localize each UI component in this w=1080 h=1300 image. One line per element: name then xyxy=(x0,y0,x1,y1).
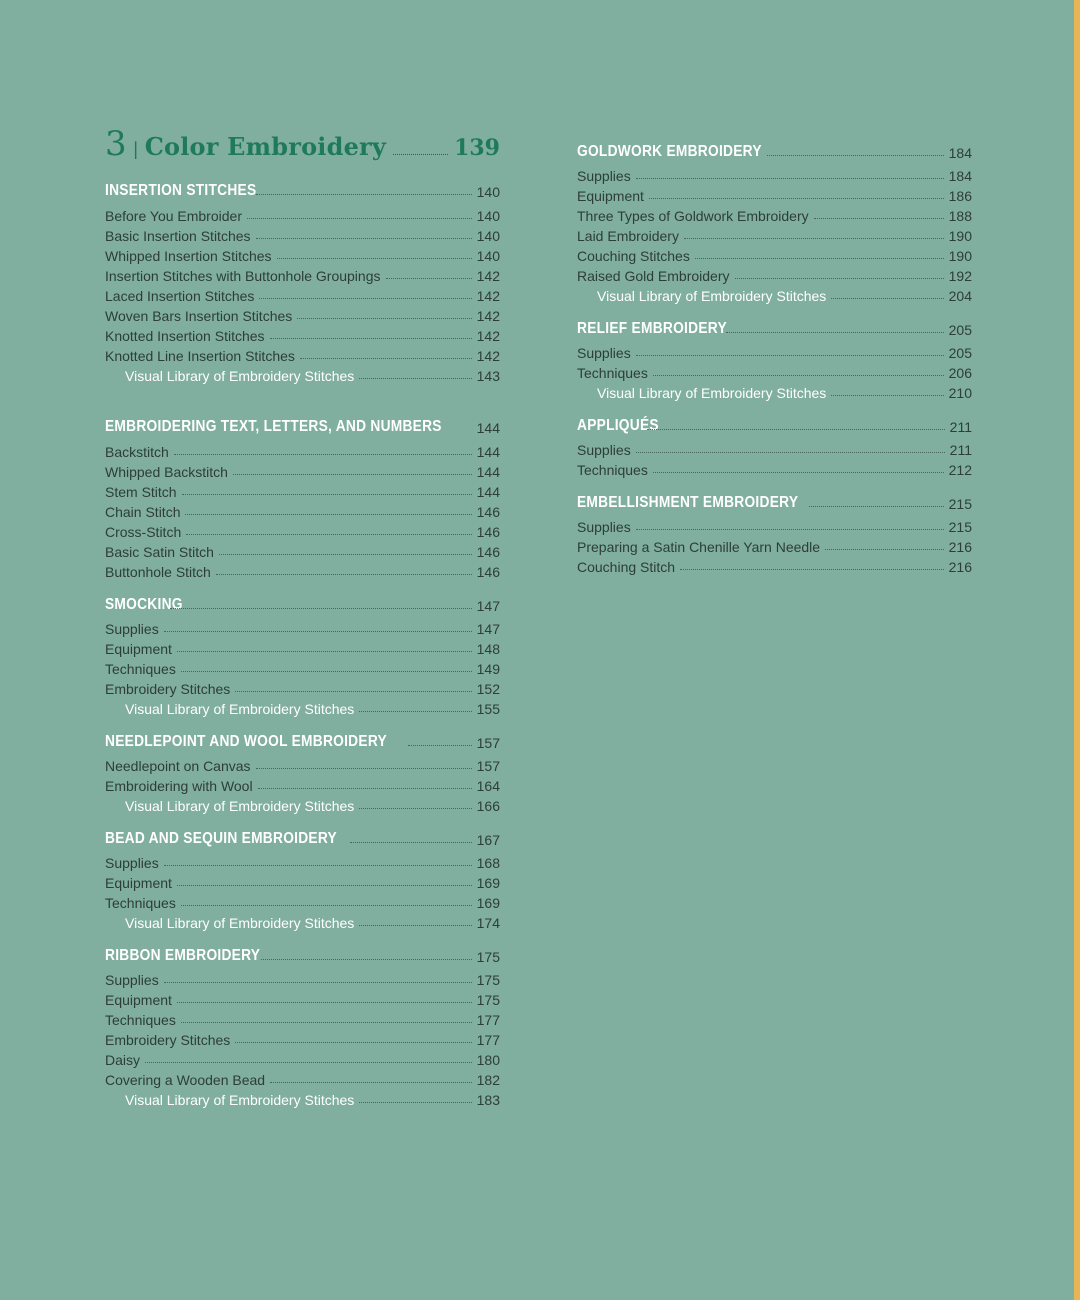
toc-entry[interactable] xyxy=(105,774,500,794)
toc-label: NEEDLEPOINT AND WOOL EMBROIDERY xyxy=(105,733,387,750)
toc-visual-library-entry[interactable] xyxy=(105,697,500,717)
toc-section-heading[interactable] xyxy=(105,594,500,614)
toc-page-number: 155 xyxy=(476,701,500,717)
toc-entry[interactable] xyxy=(105,284,500,304)
toc-label: Laced Insertion Stitches xyxy=(105,288,255,304)
toc-label: Techniques xyxy=(577,365,648,381)
dot-leader xyxy=(259,298,471,299)
toc-entry[interactable] xyxy=(105,617,500,637)
toc-label: Visual Library of Embroidery Stitches xyxy=(125,368,355,384)
dot-leader xyxy=(170,608,471,609)
toc-page-number: 216 xyxy=(948,539,972,555)
dot-leader xyxy=(649,198,944,199)
toc-entry[interactable] xyxy=(577,164,972,184)
dot-leader xyxy=(186,534,471,535)
dot-leader xyxy=(256,238,472,239)
dot-leader xyxy=(825,549,944,550)
toc-page-number: 169 xyxy=(476,895,500,911)
toc-entry[interactable] xyxy=(105,460,500,480)
toc-page-number: 175 xyxy=(476,992,500,1008)
toc-label: Knotted Line Insertion Stitches xyxy=(105,348,295,364)
toc-visual-library-entry[interactable] xyxy=(577,284,972,304)
toc-label: Three Types of Goldwork Embroidery xyxy=(577,208,809,224)
toc-label: Covering a Wooden Bead xyxy=(105,1072,266,1088)
toc-label: Laid Embroidery xyxy=(577,228,679,244)
toc-page-number: 146 xyxy=(476,564,500,580)
toc-entry[interactable] xyxy=(105,500,500,520)
dot-leader xyxy=(695,258,944,259)
dot-leader xyxy=(636,529,944,530)
toc-label: Backstitch xyxy=(105,444,169,460)
toc-label: Embroidery Stitches xyxy=(105,681,231,697)
toc-page-number: 142 xyxy=(476,288,500,304)
toc-entry[interactable] xyxy=(577,224,972,244)
toc-page-number: 157 xyxy=(476,758,500,774)
toc-label: Techniques xyxy=(105,1012,176,1028)
dot-leader xyxy=(814,218,944,219)
dot-leader xyxy=(300,358,472,359)
toc-label: Techniques xyxy=(105,895,176,911)
toc-page-number: 142 xyxy=(476,268,500,284)
dot-leader xyxy=(636,452,945,453)
toc-label: Visual Library of Embroidery Stitches xyxy=(597,288,827,304)
toc-section-heading[interactable] xyxy=(105,828,500,848)
toc-page-number: 177 xyxy=(476,1032,500,1048)
toc-page-number: 140 xyxy=(476,208,500,224)
dot-leader xyxy=(684,238,944,239)
toc-entry[interactable] xyxy=(105,204,500,224)
dot-leader xyxy=(185,514,471,515)
toc-label: Whipped Backstitch xyxy=(105,464,228,480)
toc-entry[interactable] xyxy=(105,1028,500,1048)
toc-entry[interactable] xyxy=(105,968,500,988)
toc-label: GOLDWORK EMBROIDERY xyxy=(577,143,762,160)
dot-leader xyxy=(247,218,472,219)
dot-leader xyxy=(270,1082,472,1083)
toc-label: Supplies xyxy=(577,345,631,361)
dot-leader xyxy=(386,278,472,279)
dot-leader xyxy=(256,194,472,195)
toc-entry[interactable] xyxy=(105,264,500,284)
dot-leader xyxy=(219,554,472,555)
dot-leader xyxy=(177,651,472,652)
dot-leader xyxy=(235,1042,471,1043)
dot-leader xyxy=(831,395,943,396)
toc-label: RELIEF EMBROIDERY xyxy=(577,320,727,337)
toc-label: Supplies xyxy=(105,621,159,637)
toc-section-heading[interactable] xyxy=(105,416,500,436)
toc-label: Basic Satin Stitch xyxy=(105,544,214,560)
toc-label: Supplies xyxy=(577,442,631,458)
toc-entry[interactable] xyxy=(105,540,500,560)
toc-page-number: 164 xyxy=(476,778,500,794)
toc-page-number: 146 xyxy=(476,524,500,540)
toc-entry[interactable] xyxy=(105,1048,500,1068)
toc-entry[interactable] xyxy=(577,184,972,204)
toc-page-number: 206 xyxy=(948,365,972,381)
toc-page-number: 210 xyxy=(948,385,972,401)
toc-label: Basic Insertion Stitches xyxy=(105,228,251,244)
chapter-heading xyxy=(105,124,500,164)
toc-page-number: 175 xyxy=(476,949,500,965)
toc-entry[interactable] xyxy=(105,480,500,500)
toc-page-number: 184 xyxy=(948,145,972,161)
dot-leader xyxy=(233,474,472,475)
toc-entry[interactable] xyxy=(105,324,500,344)
dot-leader xyxy=(831,298,943,299)
dot-leader xyxy=(680,569,944,570)
toc-page-number: 215 xyxy=(948,519,972,535)
toc-label: Knotted Insertion Stitches xyxy=(105,328,265,344)
toc-entry[interactable] xyxy=(577,244,972,264)
dot-leader xyxy=(164,865,472,866)
toc-entry[interactable] xyxy=(105,344,500,364)
toc-label: Equipment xyxy=(105,641,172,657)
toc-visual-library-entry[interactable] xyxy=(105,794,500,814)
toc-label: APPLIQUÉS xyxy=(577,417,659,434)
toc-page-number: 188 xyxy=(948,208,972,224)
toc-label: Supplies xyxy=(105,972,159,988)
chapter-title: Color Embroidery xyxy=(144,132,387,161)
dot-leader xyxy=(735,278,944,279)
toc-entry[interactable] xyxy=(105,1068,500,1088)
toc-page-number: 167 xyxy=(476,832,500,848)
toc-label: Techniques xyxy=(577,462,648,478)
toc-page-number: 211 xyxy=(949,442,972,458)
dot-leader xyxy=(235,691,471,692)
page-edge-stripe xyxy=(1074,0,1080,1300)
toc-page-number: 190 xyxy=(948,248,972,264)
dot-leader xyxy=(256,768,472,769)
toc-page-number: 142 xyxy=(476,328,500,344)
chapter-separator: | xyxy=(132,139,139,160)
toc-page-number: 204 xyxy=(948,288,972,304)
dot-leader xyxy=(145,1062,472,1063)
toc-entry[interactable] xyxy=(577,341,972,361)
toc-page-number: 146 xyxy=(476,504,500,520)
toc-visual-library-entry[interactable] xyxy=(105,1088,500,1108)
dot-leader xyxy=(277,258,472,259)
dot-leader xyxy=(182,494,472,495)
dot-leader xyxy=(653,472,944,473)
toc-page-number: 211 xyxy=(949,419,972,435)
toc-section-heading[interactable] xyxy=(577,415,972,435)
toc-page-number: 205 xyxy=(948,345,972,361)
toc-page-number: 148 xyxy=(476,641,500,657)
toc-page-number: 184 xyxy=(948,168,972,184)
dot-leader xyxy=(174,454,472,455)
toc-label: Chain Stitch xyxy=(105,504,181,520)
toc-entry[interactable] xyxy=(577,264,972,284)
toc-label: Visual Library of Embroidery Stitches xyxy=(597,385,827,401)
toc-page-number: 215 xyxy=(948,496,972,512)
toc-label: Whipped Insertion Stitches xyxy=(105,248,272,264)
dot-leader xyxy=(181,905,472,906)
toc-entry[interactable] xyxy=(105,871,500,891)
chapter-page-number: 139 xyxy=(454,135,500,161)
chapter-number: 3 xyxy=(105,124,127,164)
dot-leader xyxy=(177,1002,472,1003)
dot-leader xyxy=(164,982,472,983)
toc-entry[interactable] xyxy=(105,754,500,774)
toc-page-number: 180 xyxy=(476,1052,500,1068)
toc-page-number: 149 xyxy=(476,661,500,677)
dot-leader xyxy=(636,355,944,356)
toc-label: Equipment xyxy=(577,188,644,204)
toc-page-number: 177 xyxy=(476,1012,500,1028)
toc-page-number: 174 xyxy=(476,915,500,931)
toc-page-number: 152 xyxy=(476,681,500,697)
toc-entry[interactable] xyxy=(105,988,500,1008)
dot-leader xyxy=(164,631,472,632)
toc-label: Couching Stitches xyxy=(577,248,690,264)
toc-label: SMOCKING xyxy=(105,596,183,613)
toc-label: Needlepoint on Canvas xyxy=(105,758,251,774)
dot-leader xyxy=(359,378,471,379)
toc-page-number: 192 xyxy=(948,268,972,284)
toc-label: Techniques xyxy=(105,661,176,677)
dot-leader xyxy=(408,745,472,746)
toc-entry[interactable] xyxy=(577,555,972,575)
dot-leader xyxy=(726,332,943,333)
toc-label: Visual Library of Embroidery Stitches xyxy=(125,915,355,931)
dot-leader xyxy=(767,155,944,156)
toc-label: Visual Library of Embroidery Stitches xyxy=(125,701,355,717)
toc-section-heading[interactable] xyxy=(105,731,500,751)
toc-label: Buttonhole Stitch xyxy=(105,564,211,580)
toc-label: Preparing a Satin Chenille Yarn Needle xyxy=(577,539,821,555)
dot-leader xyxy=(809,506,943,507)
toc-label: Equipment xyxy=(105,875,172,891)
toc-label: Insertion Stitches with Buttonhole Groupings xyxy=(105,268,381,284)
toc-page-number: 144 xyxy=(476,444,500,460)
toc-page-number: 157 xyxy=(476,735,500,751)
dot-leader xyxy=(216,574,472,575)
toc-label: EMBELLISHMENT EMBROIDERY xyxy=(577,494,799,511)
toc-entry[interactable] xyxy=(105,677,500,697)
toc-page-number: 140 xyxy=(476,228,500,244)
dot-leader xyxy=(181,671,472,672)
toc-entry[interactable] xyxy=(105,1008,500,1028)
dot-leader xyxy=(653,375,944,376)
toc-page-number: 183 xyxy=(476,1092,500,1108)
toc-entry[interactable] xyxy=(577,535,972,555)
toc-entry[interactable] xyxy=(105,560,500,580)
toc-entry[interactable] xyxy=(105,244,500,264)
toc-visual-library-entry[interactable] xyxy=(577,381,972,401)
dot-leader xyxy=(359,808,471,809)
toc-entry[interactable] xyxy=(577,204,972,224)
toc-label: Woven Bars Insertion Stitches xyxy=(105,308,293,324)
dot-leader xyxy=(350,842,472,843)
toc-entry[interactable] xyxy=(105,224,500,244)
toc-label: Supplies xyxy=(577,168,631,184)
toc-page-number: 144 xyxy=(476,420,500,436)
toc-section-heading[interactable] xyxy=(577,318,972,338)
toc-entry[interactable] xyxy=(105,520,500,540)
dot-leader xyxy=(270,338,472,339)
toc-page-number: 143 xyxy=(476,368,500,384)
toc-entry[interactable] xyxy=(577,458,972,478)
toc-entry[interactable] xyxy=(105,891,500,911)
toc-entry[interactable] xyxy=(105,637,500,657)
toc-label: RIBBON EMBROIDERY xyxy=(105,947,261,964)
toc-label: Couching Stitch xyxy=(577,559,676,575)
toc-label: Visual Library of Embroidery Stitches xyxy=(125,1092,355,1108)
dot-leader xyxy=(359,711,471,712)
dot-leader xyxy=(181,1022,472,1023)
toc-entry[interactable] xyxy=(105,440,500,460)
dot-leader xyxy=(258,788,472,789)
dot-leader xyxy=(647,429,945,430)
toc-entry[interactable] xyxy=(105,304,500,324)
toc-page-number: 190 xyxy=(948,228,972,244)
toc-page-number: 140 xyxy=(476,248,500,264)
toc-section-heading[interactable] xyxy=(577,492,972,512)
toc-label: Equipment xyxy=(105,992,172,1008)
toc-label: Cross-Stitch xyxy=(105,524,182,540)
toc-label: BEAD AND SEQUIN EMBROIDERY xyxy=(105,830,337,847)
toc-entry[interactable] xyxy=(577,438,972,458)
dot-leader xyxy=(636,178,944,179)
dot-leader xyxy=(359,1102,471,1103)
toc-page-number: 205 xyxy=(948,322,972,338)
toc-page-number: 144 xyxy=(476,464,500,480)
toc-label: Embroidering with Wool xyxy=(105,778,253,794)
toc-page-number: 166 xyxy=(476,798,500,814)
dot-leader xyxy=(177,885,472,886)
dot-leader xyxy=(359,925,471,926)
dot-leader xyxy=(297,318,471,319)
toc-entry[interactable] xyxy=(105,657,500,677)
toc-page-number: 186 xyxy=(948,188,972,204)
toc-page-number: 142 xyxy=(476,308,500,324)
toc-page-number: 147 xyxy=(476,621,500,637)
toc-page-number: 140 xyxy=(476,184,500,200)
toc-section-heading[interactable] xyxy=(577,141,972,161)
toc-label: Before You Embroider xyxy=(105,208,242,224)
toc-page-number: 216 xyxy=(948,559,972,575)
toc-page-number: 182 xyxy=(476,1072,500,1088)
toc-entry[interactable] xyxy=(577,361,972,381)
toc-label: EMBROIDERING TEXT, LETTERS, AND NUMBERS xyxy=(105,418,442,435)
toc-page-number: 147 xyxy=(476,598,500,614)
toc-label: INSERTION STITCHES xyxy=(105,182,257,199)
toc-label: Supplies xyxy=(105,855,159,871)
toc-label: Embroidery Stitches xyxy=(105,1032,231,1048)
dot-leader xyxy=(393,154,448,155)
toc-page-number: 175 xyxy=(476,972,500,988)
toc-label: Visual Library of Embroidery Stitches xyxy=(125,798,355,814)
toc-label: Supplies xyxy=(577,519,631,535)
toc-visual-library-entry[interactable] xyxy=(105,911,500,931)
toc-section-heading[interactable] xyxy=(105,945,500,965)
toc-visual-library-entry[interactable] xyxy=(105,364,500,384)
toc-label: Raised Gold Embroidery xyxy=(577,268,730,284)
toc-label: Daisy xyxy=(105,1052,141,1068)
dot-leader xyxy=(261,959,472,960)
toc-section-heading[interactable] xyxy=(105,180,500,200)
toc-page-number: 169 xyxy=(476,875,500,891)
toc-entry[interactable] xyxy=(577,515,972,535)
toc-page-number: 144 xyxy=(476,484,500,500)
toc-page-number: 142 xyxy=(476,348,500,364)
toc-page-number: 168 xyxy=(476,855,500,871)
toc-page-number: 146 xyxy=(476,544,500,560)
toc-entry[interactable] xyxy=(105,851,500,871)
toc-label: Stem Stitch xyxy=(105,484,177,500)
toc-page-number: 212 xyxy=(948,462,972,478)
